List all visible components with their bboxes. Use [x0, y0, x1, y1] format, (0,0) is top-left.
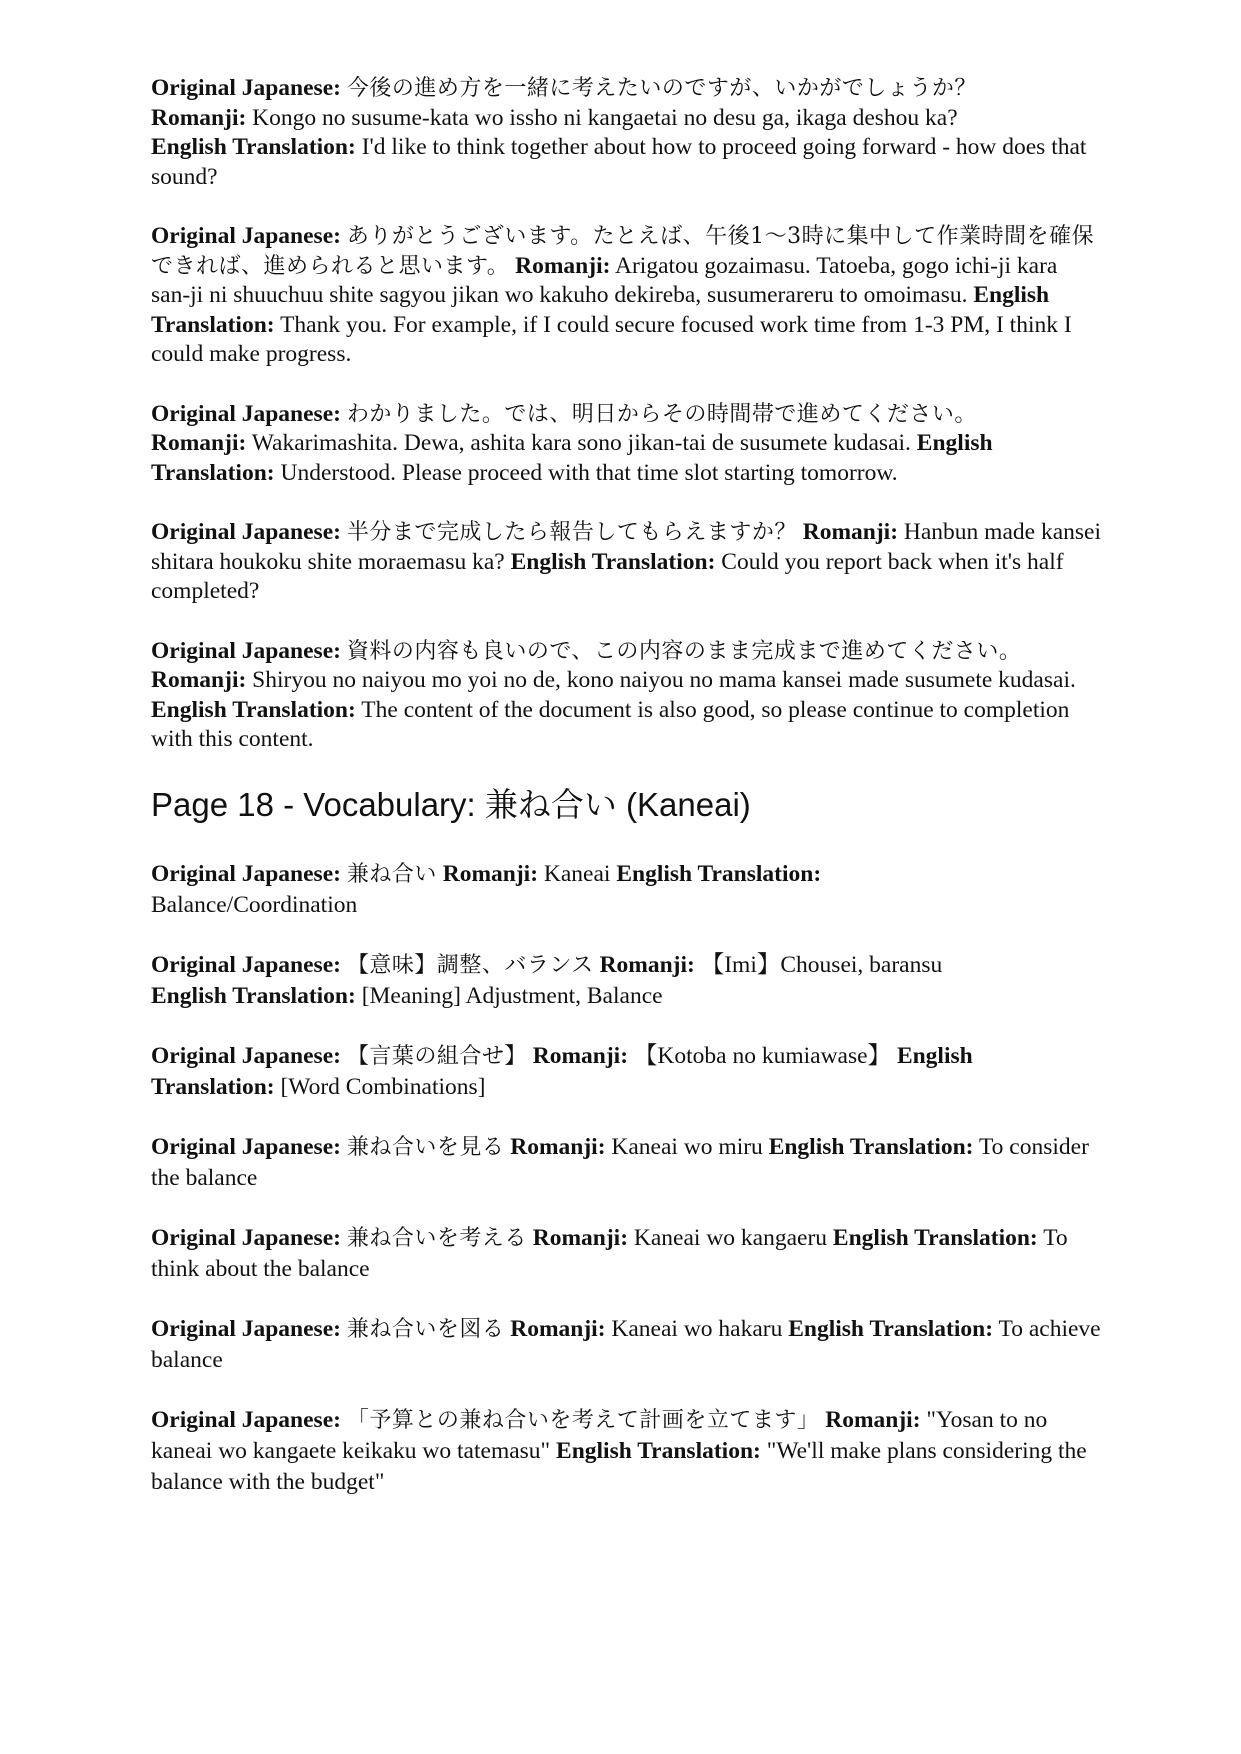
english-text: "We'll make plans considering the balance with the budget" [151, 1437, 1087, 1495]
romaji-label: Romanji: [802, 519, 899, 545]
entry-vocab-3 [151, 1041, 1101, 1103]
romaji-text: Kaneai wo hakaru [611, 1315, 783, 1342]
english-label: English Translation: [151, 134, 356, 160]
entry-dialogue-4 [151, 518, 1101, 607]
english-label: English Translation: [510, 548, 716, 575]
heading-japanese: 兼ね合い [484, 784, 617, 824]
romaji-text: Hanbun made kansei shitara houkoku shite moraemasu ka? [151, 519, 1101, 575]
heading-prefix: Page 18 - Vocabulary: [151, 785, 485, 823]
romaji-text: Kongo no susume-kata wo issho ni kangaetai no desu ga, ikaga deshou ka? [252, 104, 958, 131]
japanese-label: Original Japanese: [151, 1042, 341, 1069]
english-text: Understood. Please proceed with that time slot starting tomorrow. [280, 459, 898, 486]
japanese-label: Original Japanese: [151, 951, 341, 978]
romaji-text: 【Imi】Chousei, baransu [700, 951, 943, 978]
entry-dialogue-3 [151, 400, 1101, 489]
entry-dialogue-2 [151, 222, 1101, 370]
japanese-text: 【言葉の組合せ】 [346, 1043, 527, 1069]
dialogue-section [151, 74, 1101, 755]
japanese-text: わかりました。では、明日からその時間帯で進めてください。 [346, 401, 977, 427]
japanese-label: Original Japanese: [151, 519, 341, 545]
japanese-label: Original Japanese: [151, 1133, 341, 1160]
japanese-text: 今後の進め方を一緒に考えたいのですが、いかがでしょうか？ [346, 76, 977, 101]
romaji-label: Romanji: [510, 1315, 606, 1342]
romaji-label: Romanji: [151, 667, 247, 693]
romaji-label: Romanji: [515, 252, 611, 279]
japanese-label: Original Japanese: [151, 400, 341, 427]
english-text: Thank you. For example, if I could secure focused work time from 1-3 PM, I think I could make progress. [151, 311, 1072, 367]
entry-dialogue-5 [151, 637, 1101, 755]
english-text: The content of the document is also good, so please continue to completion with this content. [151, 696, 1070, 752]
romaji-label: Romanji: [825, 1406, 921, 1433]
romaji-label: Romanji: [151, 104, 247, 131]
japanese-label: Original Japanese: [151, 860, 341, 887]
japanese-label: Original Japanese: [151, 1224, 341, 1251]
japanese-label: Original Japanese: [151, 223, 341, 249]
entry-vocab-5 [151, 1223, 1101, 1285]
romaji-label: Romanji: [599, 951, 695, 978]
japanese-label: Original Japanese: [151, 1406, 341, 1433]
romaji-label: Romanji: [442, 860, 539, 887]
japanese-label: Original Japanese: [151, 1315, 341, 1342]
entry-vocab-4 [151, 1132, 1101, 1194]
romaji-label: Romanji: [532, 1224, 629, 1251]
english-label: English Translation: [556, 1437, 761, 1464]
english-text: To think about the balance [151, 1224, 1068, 1282]
japanese-text: 兼ね合いを図る [346, 1316, 505, 1342]
japanese-text: 「予算との兼ね合いを考えて計画を立てます」 [346, 1407, 820, 1433]
english-label: English Translation: [151, 1042, 973, 1100]
english-label: English Translation: [616, 860, 822, 887]
document-page [151, 74, 1101, 1527]
english-label: English Translation: [788, 1315, 994, 1342]
romaji-text: "Yosan to no kaneai wo kangaete keikaku wo tatemasu" [151, 1406, 1048, 1464]
english-label: English Translation: [151, 982, 356, 1009]
entry-vocab-6 [151, 1314, 1101, 1376]
japanese-text: 兼ね合い [346, 861, 437, 887]
vocabulary-section [151, 859, 1101, 1498]
romaji-text: Shiryou no naiyou mo yoi no de, kono naiyou no mama kansei made susumete kudasai. [252, 667, 1076, 693]
japanese-text: 【意味】調整、バランス [346, 952, 594, 978]
section-heading [151, 785, 1101, 825]
english-label: English Translation: [151, 430, 993, 486]
english-text: [Word Combinations] [280, 1073, 486, 1100]
romaji-label: Romanji: [532, 1042, 629, 1069]
japanese-text: 資料の内容も良いので、この内容のまま完成まで進めてください。 [346, 638, 1022, 664]
japanese-text: ありがとうございます。たとえば、午後1〜3時に集中して作業時間を確保できれば、進められると思います。 [151, 224, 1095, 279]
romaji-label: Romanji: [510, 1133, 606, 1160]
english-text: [Meaning] Adjustment, Balance [361, 982, 663, 1009]
english-label: English Translation: [151, 282, 1050, 338]
japanese-label: Original Japanese: [151, 637, 341, 664]
heading-suffix: (Kaneai) [616, 785, 751, 823]
english-text: To consider the balance [151, 1133, 1089, 1191]
english-label: English Translation: [832, 1224, 1038, 1251]
romaji-text: Wakarimashita. Dewa, ashita kara sono jikan-tai de susumete kudasai. [251, 430, 911, 456]
romaji-text: Kaneai wo kangaeru [633, 1224, 828, 1251]
entry-vocab-2 [151, 950, 1101, 1012]
romaji-label: Romanji: [151, 430, 247, 456]
english-text: To achieve balance [151, 1315, 1101, 1373]
english-text: Balance/Coordination [151, 891, 358, 918]
romaji-text: Kaneai [543, 860, 611, 887]
english-text: Could you report back when it's half completed? [151, 548, 1064, 604]
entry-vocab-7 [151, 1405, 1101, 1498]
english-label: English Translation: [151, 696, 356, 723]
japanese-label: Original Japanese: [151, 75, 341, 101]
japanese-text: 兼ね合いを見る [346, 1134, 505, 1160]
english-label: English Translation: [768, 1133, 974, 1160]
romaji-text: 【Kotoba no kumiawase】 [633, 1042, 892, 1069]
entry-dialogue-1 [151, 74, 1101, 192]
entry-vocab-1 [151, 859, 1101, 921]
english-text: I'd like to think together about how to proceed going forward - how does that sound? [151, 134, 1087, 190]
japanese-text: 兼ね合いを考える [346, 1225, 527, 1251]
romaji-text: Arigatou gozaimasu. Tatoeba, gogo ichi-ji kara san-ji ni shuuchuu shite sagyou jikan wo kakuho dekireba, susumerareru to omoimasu. [151, 252, 1058, 308]
romaji-text: Kaneai wo miru [611, 1133, 763, 1160]
japanese-text: 半分まで完成したら報告してもらえますか？ [346, 520, 797, 545]
